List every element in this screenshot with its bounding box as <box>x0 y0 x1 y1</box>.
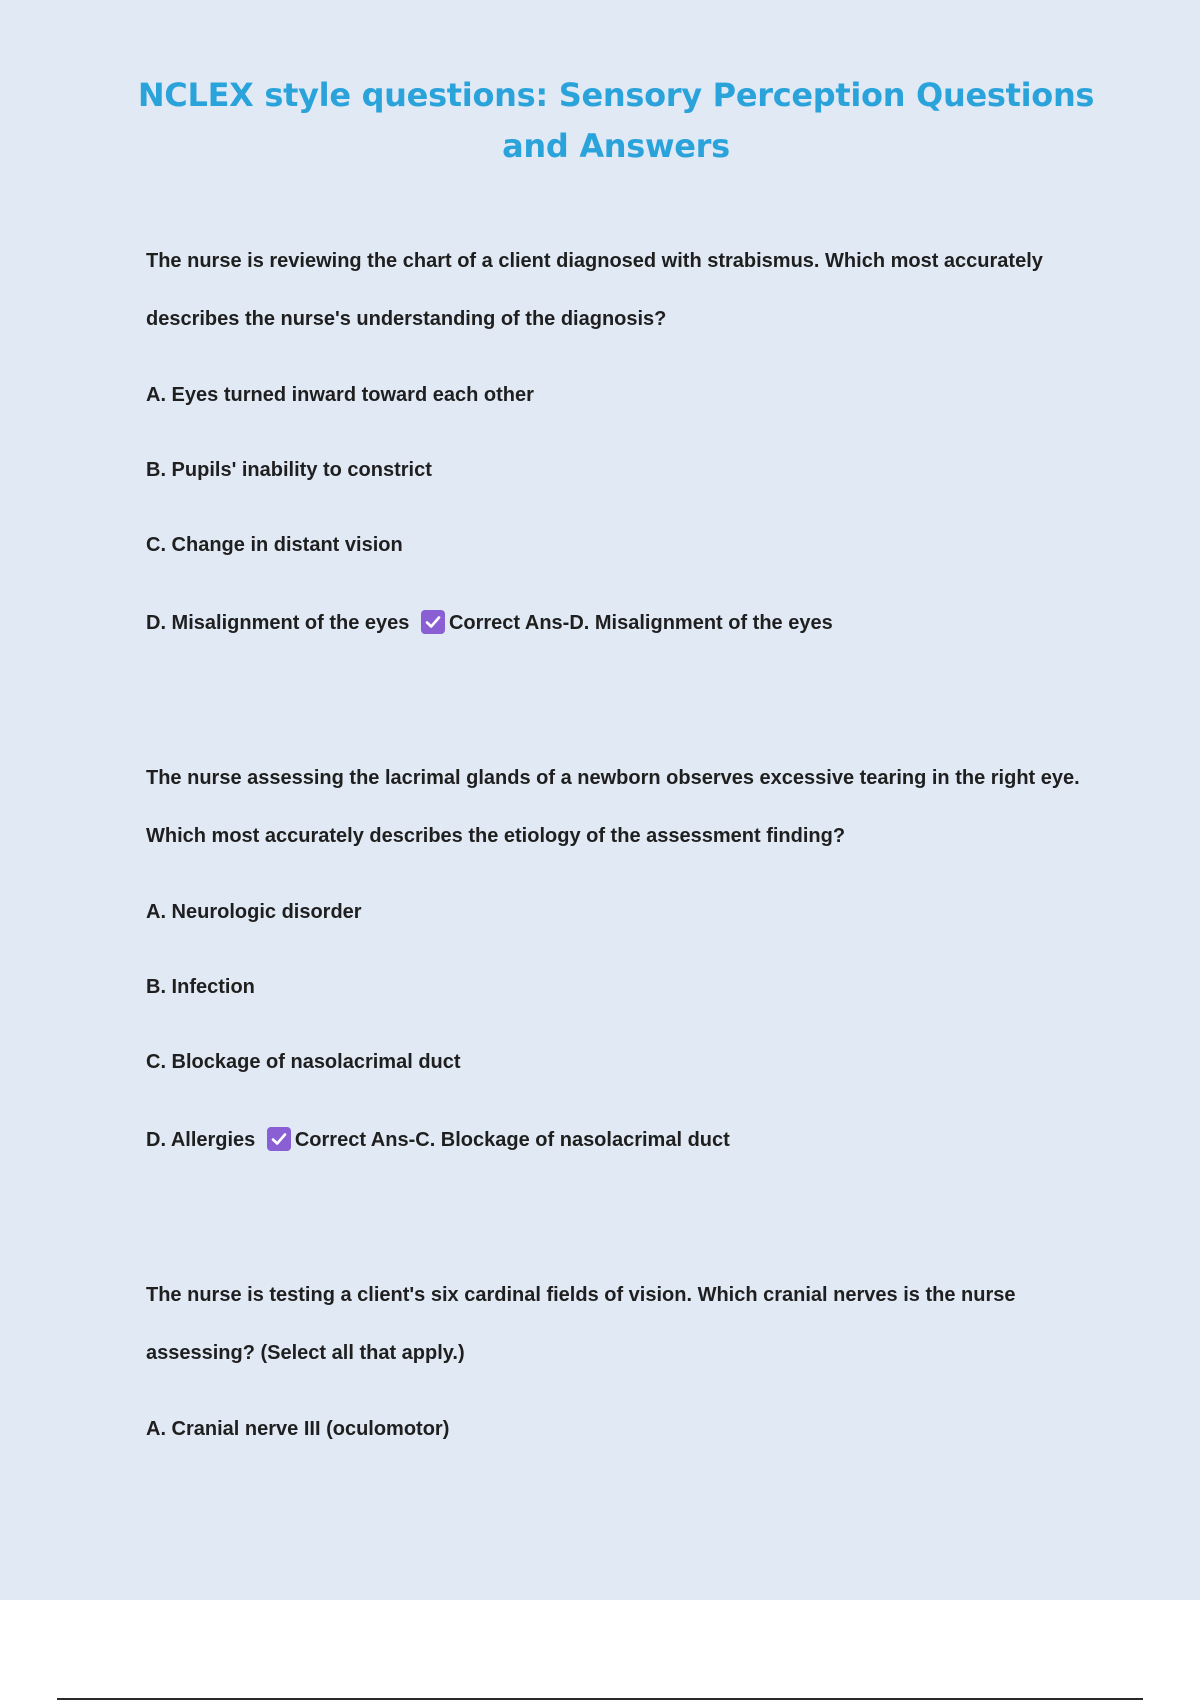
option-a: A. Neurologic disorder <box>146 901 362 923</box>
page-title: NCLEX style questions: Sensory Perception Questions and Answers <box>137 76 1095 165</box>
checkmark-box-icon <box>267 1127 291 1151</box>
correct-answer: Correct Ans-D. Misalignment of the eyes <box>448 612 833 634</box>
question-block-3 <box>146 1266 1096 1466</box>
option-b: B. Pupils' inability to constrict <box>146 459 432 481</box>
option-d: D. Allergies <box>146 1129 256 1151</box>
option-d-with-answer <box>146 610 833 636</box>
correct-answer: Correct Ans-C. Blockage of nasolacrimal duct <box>294 1129 730 1151</box>
question-text: The nurse assessing the lacrimal glands of a newborn observes excessive tearing in the right eye. Which most accurately describes the etiology of the assessment finding? <box>146 767 1080 847</box>
option-a: A. Eyes turned inward toward each other <box>146 384 534 406</box>
question-text: The nurse is reviewing the chart of a client diagnosed with strabismus. Which most accurately describes the nurse's understanding of the diagnosis? <box>146 250 1043 330</box>
question-block-2 <box>146 749 1096 1169</box>
question-text: The nurse is testing a client's six cardinal fields of vision. Which cranial nerves is the nurse assessing? (Select all that apply.) <box>146 1284 1016 1364</box>
checkmark-box-icon <box>421 610 445 634</box>
option-c: C. Change in distant vision <box>146 534 403 556</box>
option-b: B. Infection <box>146 976 255 998</box>
option-d: D. Misalignment of the eyes <box>146 612 410 634</box>
option-a: A. Cranial nerve III (oculomotor) <box>146 1418 450 1440</box>
option-d-with-answer <box>146 1127 730 1153</box>
option-c: C. Blockage of nasolacrimal duct <box>146 1051 461 1073</box>
question-block-1 <box>146 232 1096 652</box>
